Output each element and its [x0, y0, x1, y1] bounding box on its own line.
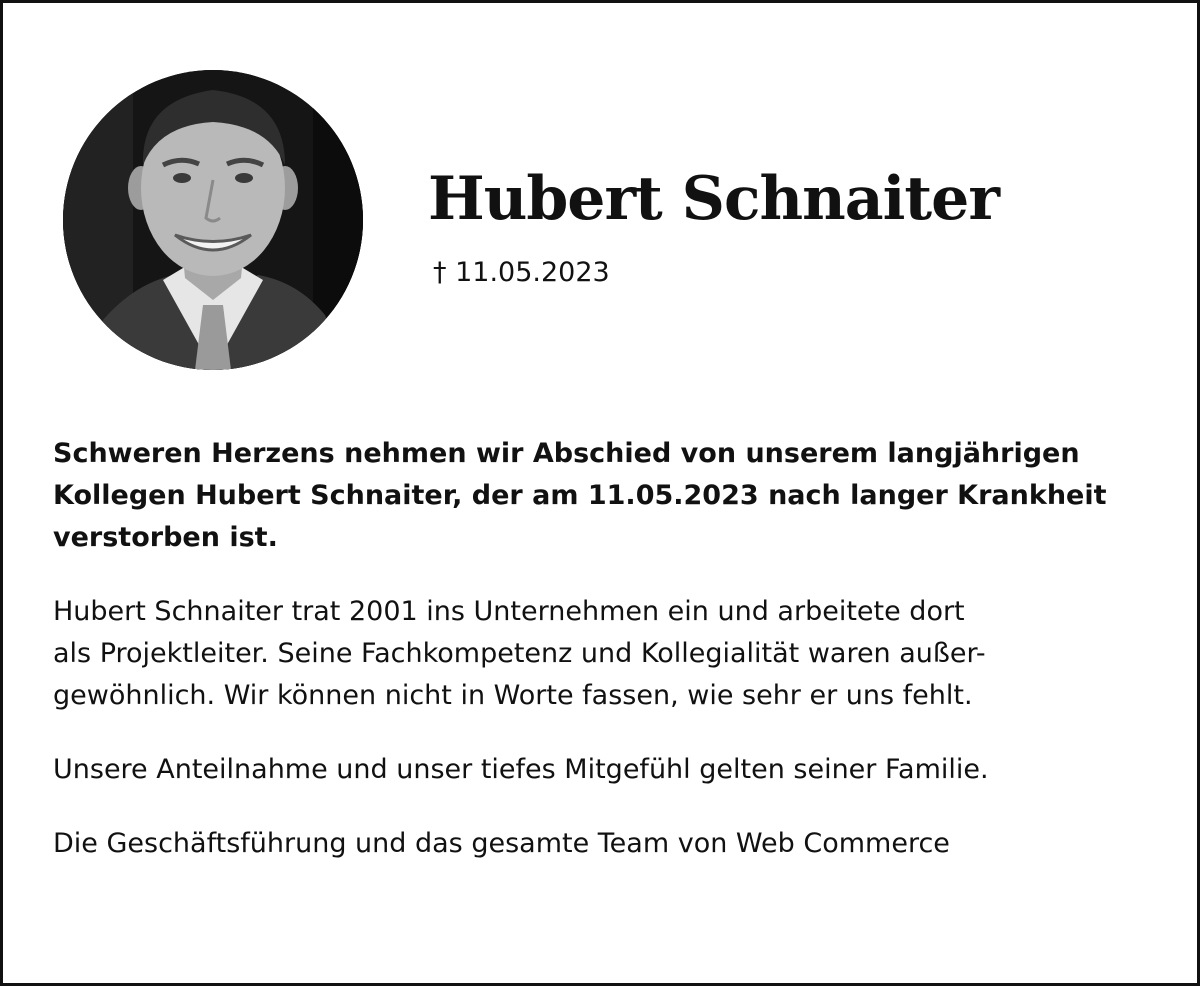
signature-line: Die Geschäftsführung und das gesamte Team von Web Commerce: [53, 828, 950, 859]
condolence-paragraph: Unsere Anteilnahme und unser tiefes Mitgefühl gelten seiner Familie.: [53, 754, 989, 785]
deceased-name: Hubert Schnaiter: [428, 164, 999, 234]
portrait-illustration: [63, 70, 363, 370]
death-date: † 11.05.2023: [433, 257, 610, 288]
portrait-photo: [63, 70, 363, 370]
obituary-text: [53, 433, 1163, 865]
opening-paragraph: Schweren Herzens nehmen wir Abschied von unserem langjährigen Kollegen Hubert Schnaiter, der am 11.05.2023 nach langer Krankheit verstorben ist.: [53, 438, 1107, 553]
career-paragraph: Hubert Schnaiter trat 2001 ins Unternehmen ein und arbeitete dort als Projektleiter. Seine Fachkompetenz und Kollegialität waren außer- gewöhnlich. Wir können nicht in Worte fassen, wie sehr er uns fehlt.: [53, 596, 986, 711]
